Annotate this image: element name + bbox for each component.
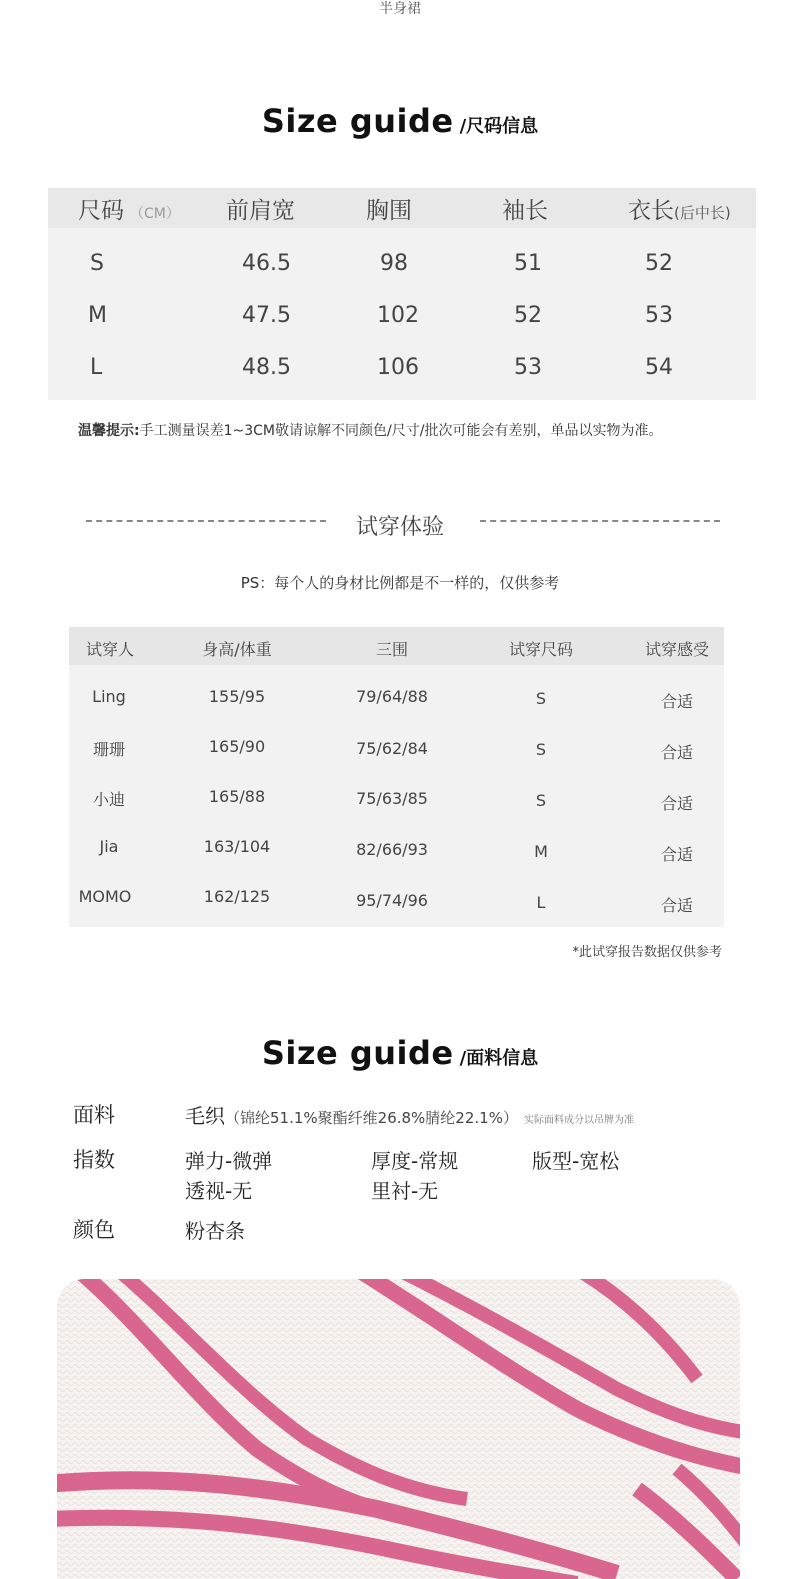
trial-note: *此试穿报告数据仅供参考 — [572, 945, 722, 960]
fit-cell: 合适 — [660, 845, 693, 864]
index-fit: 版型-宽松 — [532, 1149, 620, 1173]
top-caption: 半身裙 — [379, 1, 421, 17]
size-table — [48, 188, 756, 400]
fitting-table — [69, 627, 724, 927]
size-cell: 48.5 — [242, 355, 291, 380]
fit-cell: 合适 — [660, 896, 693, 915]
fit-cell: 小迪 — [92, 790, 125, 809]
size-cell: M — [88, 303, 107, 328]
size-cell: L — [90, 355, 103, 380]
size-header-shoulder: 前肩宽 — [226, 198, 295, 224]
fit-cell: 165/88 — [208, 787, 266, 806]
measurement-tip — [78, 420, 662, 440]
index-thickness: 厚度-常规 — [371, 1149, 459, 1173]
index-label: 指数 — [73, 1148, 115, 1172]
fit-cell: 155/95 — [208, 687, 266, 706]
fit-cell: 合适 — [660, 692, 693, 711]
fit-cell: Jia — [99, 837, 119, 856]
fit-cell: 合适 — [660, 743, 693, 762]
fit-cell: 95/74/96 — [356, 891, 428, 910]
index-lining: 里衬-无 — [371, 1179, 439, 1203]
size-guide-title — [0, 102, 800, 140]
fit-cell: 162/125 — [203, 887, 271, 906]
size-header-length: 衣长(后中长) — [628, 198, 731, 224]
fit-header-height-weight: 身高/体重 — [202, 640, 272, 659]
size-cell: 46.5 — [242, 251, 291, 276]
fit-header-person: 试穿人 — [85, 640, 134, 659]
fit-header-size: 试穿尺码 — [508, 640, 573, 659]
fit-cell: 79/64/88 — [356, 687, 428, 706]
size-cell: 52 — [514, 303, 542, 328]
size-cell: 53 — [645, 303, 673, 328]
fit-cell: 75/63/85 — [356, 789, 428, 808]
fabric-closeup-image — [57, 1279, 740, 1579]
size-guide-heading: Size guide — [261, 102, 454, 140]
index-transparency: 透视-无 — [185, 1179, 253, 1203]
fit-cell: S — [535, 791, 547, 810]
fit-cell: S — [535, 689, 547, 708]
fit-cell: M — [534, 842, 548, 861]
size-cell: 106 — [377, 355, 419, 380]
color-value: 粉杏条 — [185, 1219, 245, 1243]
size-cell: 102 — [377, 303, 419, 328]
fit-cell: Ling — [92, 687, 126, 706]
size-cell: 47.5 — [242, 303, 291, 328]
color-label: 颜色 — [73, 1218, 115, 1242]
fit-cell: MOMO — [78, 887, 132, 906]
size-cell: 52 — [645, 251, 673, 276]
fit-cell: S — [535, 740, 547, 759]
fit-cell: 163/104 — [203, 837, 271, 856]
fabric-title — [0, 1034, 800, 1072]
size-header-sleeve: 袖长 — [502, 198, 548, 224]
size-cell: S — [90, 251, 104, 276]
size-cell: 98 — [380, 251, 408, 276]
material-value: 毛织（锦纶51.1%聚酯纤维26.8%腈纶22.1%） 实际面料成分以吊牌为准 — [185, 1104, 634, 1128]
size-cell: 54 — [645, 355, 673, 380]
fit-header-feeling: 试穿感受 — [644, 640, 709, 659]
fit-cell: 165/90 — [208, 737, 266, 756]
size-cell: 51 — [514, 251, 542, 276]
tip-label: 温馨提示: — [78, 423, 140, 439]
fabric-heading: Size guide — [261, 1034, 454, 1072]
knit-stripes — [57, 1279, 740, 1579]
fit-cell: L — [536, 893, 546, 912]
size-header-size: 尺码 （CM） — [78, 198, 180, 224]
fabric-subheading: /面料信息 — [459, 1048, 539, 1069]
tip-text: 手工测量误差1~3CM敬请谅解不同颜色/尺寸/批次可能会有差别，单品以实物为准。 — [139, 423, 663, 439]
size-guide-subheading: /尺码信息 — [459, 116, 539, 137]
size-cell: 53 — [514, 355, 542, 380]
material-label: 面料 — [73, 1103, 115, 1127]
fit-cell: 珊珊 — [92, 740, 125, 759]
trial-ps: PS：每个人的身材比例都是不一样的，仅供参考 — [240, 574, 560, 592]
fit-cell: 75/62/84 — [356, 739, 428, 758]
trial-title: 试穿体验 — [355, 515, 444, 540]
fit-cell: 合适 — [660, 794, 693, 813]
index-elasticity: 弹力-微弹 — [185, 1149, 273, 1173]
fit-cell: 82/66/93 — [356, 840, 428, 859]
size-header-chest: 胸围 — [366, 198, 412, 224]
fit-header-measurements: 三围 — [375, 640, 408, 659]
